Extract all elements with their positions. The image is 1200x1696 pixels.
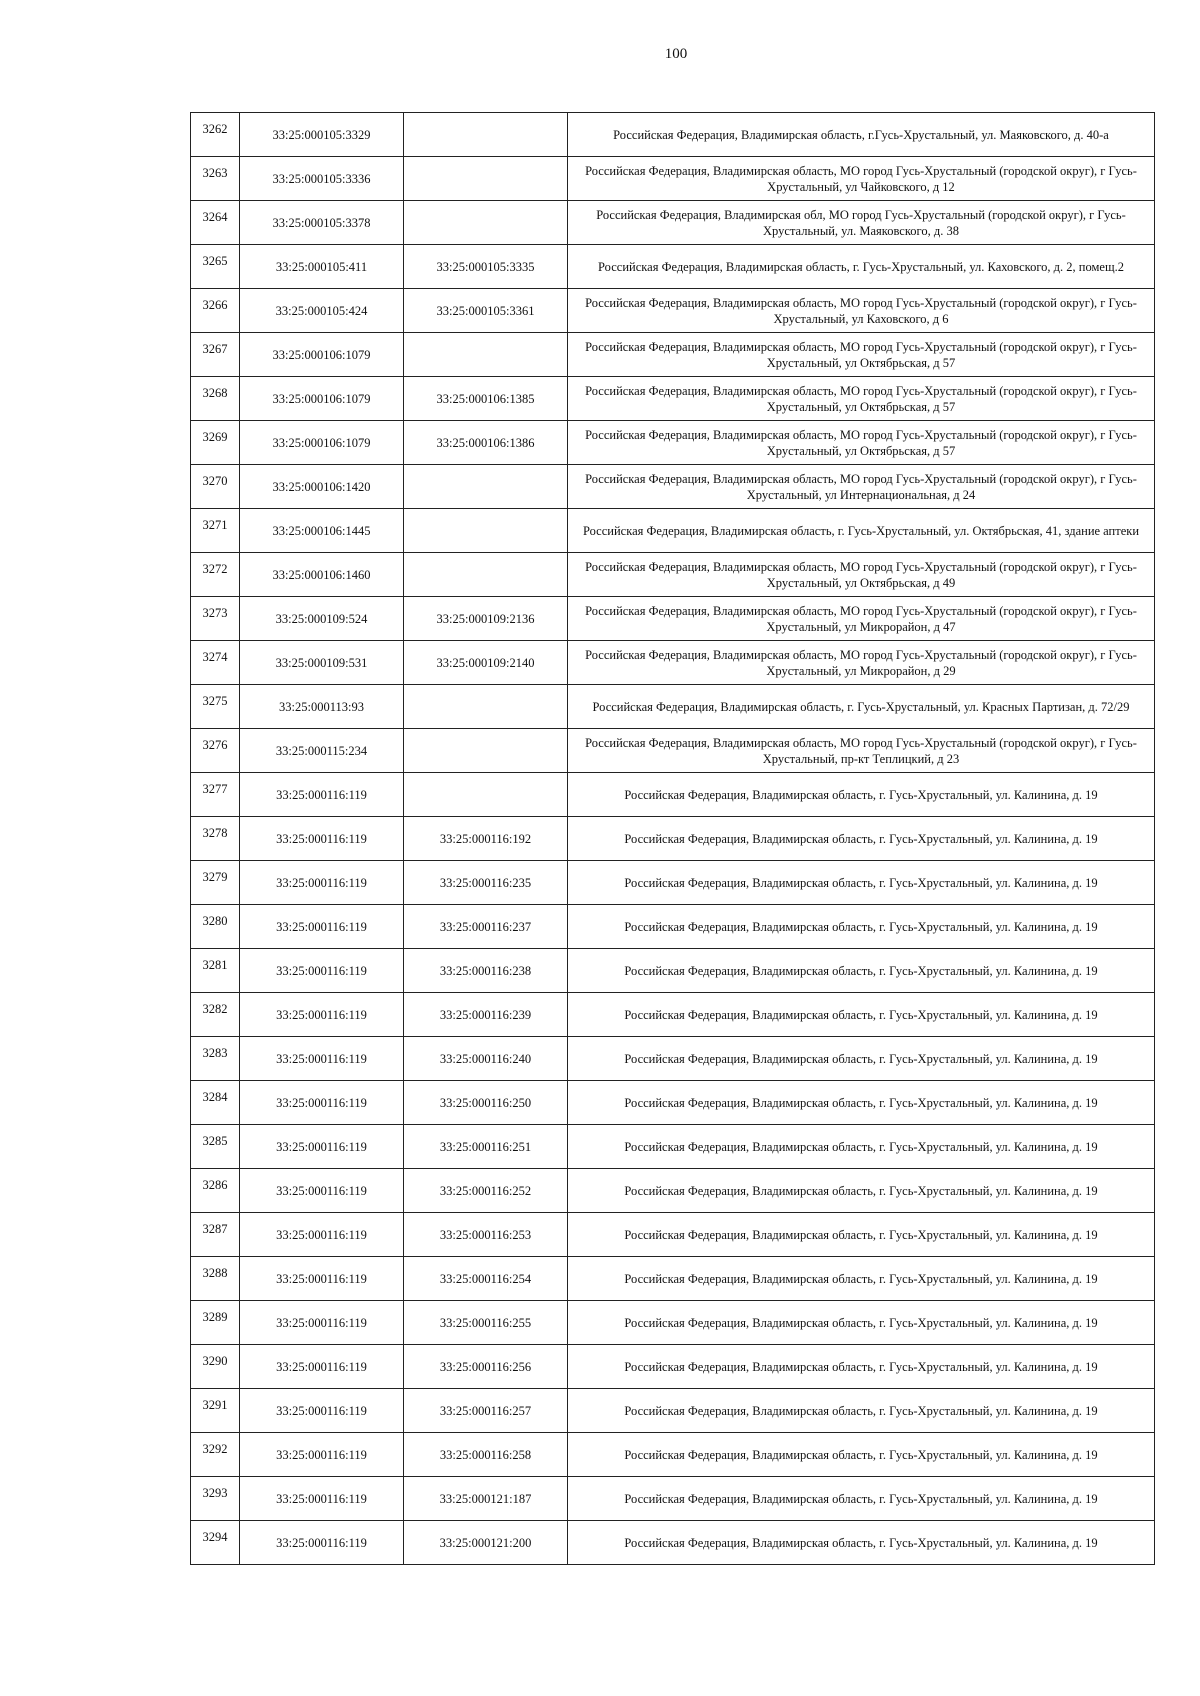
- address: Российская Федерация, Владимирская область, г. Гусь-Хрустальный, ул. Калинина, д. 19: [568, 861, 1155, 905]
- table-row: [191, 1301, 1155, 1345]
- table-row: [191, 421, 1155, 465]
- cadastral-number: 33:25:000113:93: [240, 685, 404, 729]
- cadastral-number: 33:25:000105:424: [240, 289, 404, 333]
- related-cadastral-number: 33:25:000116:251: [404, 1125, 568, 1169]
- cadastral-number: 33:25:000116:119: [240, 817, 404, 861]
- cadastral-number: 33:25:000105:3329: [240, 113, 404, 157]
- cadastral-number: 33:25:000106:1079: [240, 421, 404, 465]
- row-number: 3266: [191, 289, 240, 333]
- table-row: [191, 289, 1155, 333]
- table-row: [191, 465, 1155, 509]
- address: Российская Федерация, Владимирская область, г. Гусь-Хрустальный, ул. Каховского, д. 2, помещ.2: [568, 245, 1155, 289]
- address: Российская Федерация, Владимирская область, МО город Гусь-Хрустальный (городской округ), г Гусь-Хрустальный, ул Октябрьская, д 57: [568, 421, 1155, 465]
- cadastral-number: 33:25:000116:119: [240, 1257, 404, 1301]
- related-cadastral-number: [404, 333, 568, 377]
- table-row: [191, 1213, 1155, 1257]
- table-row: [191, 377, 1155, 421]
- cadastral-number: 33:25:000116:119: [240, 1521, 404, 1565]
- table-row: [191, 245, 1155, 289]
- related-cadastral-number: 33:25:000106:1386: [404, 421, 568, 465]
- table-row: [191, 993, 1155, 1037]
- related-cadastral-number: 33:25:000116:254: [404, 1257, 568, 1301]
- cadastral-number: 33:25:000116:119: [240, 1081, 404, 1125]
- cadastral-number: 33:25:000116:119: [240, 1125, 404, 1169]
- table-row: [191, 157, 1155, 201]
- address: Российская Федерация, Владимирская область, МО город Гусь-Хрустальный (городской округ), г Гусь-Хрустальный, ул Каховского, д 6: [568, 289, 1155, 333]
- cadastral-number: 33:25:000106:1420: [240, 465, 404, 509]
- cadastral-number: 33:25:000116:119: [240, 905, 404, 949]
- table-row: [191, 729, 1155, 773]
- page-number: 100: [664, 46, 688, 62]
- related-cadastral-number: 33:25:000109:2140: [404, 641, 568, 685]
- address: Российская Федерация, Владимирская область, МО город Гусь-Хрустальный (городской округ), г Гусь-Хрустальный, ул Микрорайон, д 29: [568, 641, 1155, 685]
- address: Российская Федерация, Владимирская область, г. Гусь-Хрустальный, ул. Калинина, д. 19: [568, 1345, 1155, 1389]
- table-row: [191, 1125, 1155, 1169]
- row-number: 3280: [191, 905, 240, 949]
- row-number: 3276: [191, 729, 240, 773]
- related-cadastral-number: 33:25:000106:1385: [404, 377, 568, 421]
- cadastral-number: 33:25:000116:119: [240, 1301, 404, 1345]
- table-row: [191, 597, 1155, 641]
- related-cadastral-number: 33:25:000121:187: [404, 1477, 568, 1521]
- related-cadastral-number: [404, 465, 568, 509]
- address: Российская Федерация, Владимирская область, МО город Гусь-Хрустальный (городской округ), г Гусь-Хрустальный, ул Чайковского, д 12: [568, 157, 1155, 201]
- row-number: 3294: [191, 1521, 240, 1565]
- address: Российская Федерация, Владимирская область, г. Гусь-Хрустальный, ул. Калинина, д. 19: [568, 773, 1155, 817]
- row-number: 3289: [191, 1301, 240, 1345]
- cadastral-number: 33:25:000116:119: [240, 1433, 404, 1477]
- row-number: 3268: [191, 377, 240, 421]
- address: Российская Федерация, Владимирская область, г. Гусь-Хрустальный, ул. Калинина, д. 19: [568, 905, 1155, 949]
- related-cadastral-number: 33:25:000105:3335: [404, 245, 568, 289]
- cadastral-number: 33:25:000109:531: [240, 641, 404, 685]
- address: Российская Федерация, Владимирская область, г. Гусь-Хрустальный, ул. Калинина, д. 19: [568, 1169, 1155, 1213]
- cadastral-number: 33:25:000116:119: [240, 1169, 404, 1213]
- row-number: 3264: [191, 201, 240, 245]
- related-cadastral-number: 33:25:000116:192: [404, 817, 568, 861]
- row-number: 3281: [191, 949, 240, 993]
- row-number: 3288: [191, 1257, 240, 1301]
- table-row: [191, 113, 1155, 157]
- address: Российская Федерация, Владимирская область, г. Гусь-Хрустальный, ул. Калинина, д. 19: [568, 1301, 1155, 1345]
- related-cadastral-number: 33:25:000116:258: [404, 1433, 568, 1477]
- cadastral-number: 33:25:000116:119: [240, 1345, 404, 1389]
- property-table: [190, 112, 1155, 1565]
- cadastral-number: 33:25:000116:119: [240, 1213, 404, 1257]
- address: Российская Федерация, Владимирская область, МО город Гусь-Хрустальный (городской округ), г Гусь-Хрустальный, пр-кт Теплицкий, д 23: [568, 729, 1155, 773]
- row-number: 3284: [191, 1081, 240, 1125]
- cadastral-number: 33:25:000106:1079: [240, 333, 404, 377]
- row-number: 3278: [191, 817, 240, 861]
- row-number: 3285: [191, 1125, 240, 1169]
- cadastral-number: 33:25:000105:3336: [240, 157, 404, 201]
- table-row: [191, 333, 1155, 377]
- table-row: [191, 1037, 1155, 1081]
- property-table-body: [191, 113, 1155, 1565]
- row-number: 3275: [191, 685, 240, 729]
- table-row: [191, 641, 1155, 685]
- row-number: 3282: [191, 993, 240, 1037]
- address: Российская Федерация, Владимирская область, г. Гусь-Хрустальный, ул. Красных Партизан, д. 72/29: [568, 685, 1155, 729]
- related-cadastral-number: 33:25:000116:235: [404, 861, 568, 905]
- related-cadastral-number: 33:25:000105:3361: [404, 289, 568, 333]
- table-row: [191, 201, 1155, 245]
- related-cadastral-number: 33:25:000116:250: [404, 1081, 568, 1125]
- related-cadastral-number: 33:25:000116:237: [404, 905, 568, 949]
- row-number: 3292: [191, 1433, 240, 1477]
- address: Российская Федерация, Владимирская область, г. Гусь-Хрустальный, ул. Калинина, д. 19: [568, 949, 1155, 993]
- address: Российская Федерация, Владимирская область, г. Гусь-Хрустальный, ул. Калинина, д. 19: [568, 1125, 1155, 1169]
- address: Российская Федерация, Владимирская область, г. Гусь-Хрустальный, ул. Калинина, д. 19: [568, 817, 1155, 861]
- cadastral-number: 33:25:000105:3378: [240, 201, 404, 245]
- row-number: 3279: [191, 861, 240, 905]
- table-row: [191, 1345, 1155, 1389]
- related-cadastral-number: 33:25:000116:238: [404, 949, 568, 993]
- address: Российская Федерация, Владимирская область, г. Гусь-Хрустальный, ул. Калинина, д. 19: [568, 1257, 1155, 1301]
- related-cadastral-number: 33:25:000116:253: [404, 1213, 568, 1257]
- related-cadastral-number: [404, 157, 568, 201]
- related-cadastral-number: [404, 509, 568, 553]
- cadastral-number: 33:25:000116:119: [240, 1389, 404, 1433]
- row-number: 3262: [191, 113, 240, 157]
- row-number: 3271: [191, 509, 240, 553]
- cadastral-number: 33:25:000106:1079: [240, 377, 404, 421]
- related-cadastral-number: 33:25:000121:200: [404, 1521, 568, 1565]
- table-row: [191, 817, 1155, 861]
- table-row: [191, 773, 1155, 817]
- row-number: 3286: [191, 1169, 240, 1213]
- related-cadastral-number: 33:25:000116:239: [404, 993, 568, 1037]
- table-row: [191, 905, 1155, 949]
- row-number: 3263: [191, 157, 240, 201]
- row-number: 3283: [191, 1037, 240, 1081]
- cadastral-number: 33:25:000116:119: [240, 993, 404, 1037]
- row-number: 3277: [191, 773, 240, 817]
- row-number: 3293: [191, 1477, 240, 1521]
- cadastral-number: 33:25:000115:234: [240, 729, 404, 773]
- cadastral-number: 33:25:000116:119: [240, 861, 404, 905]
- address: Российская Федерация, Владимирская область, МО город Гусь-Хрустальный (городской округ), г Гусь-Хрустальный, ул Интернациональная, д 24: [568, 465, 1155, 509]
- related-cadastral-number: [404, 113, 568, 157]
- cadastral-number: 33:25:000105:411: [240, 245, 404, 289]
- address: Российская Федерация, Владимирская область, МО город Гусь-Хрустальный (городской округ), г Гусь-Хрустальный, ул Октябрьская, д 49: [568, 553, 1155, 597]
- related-cadastral-number: [404, 685, 568, 729]
- row-number: 3265: [191, 245, 240, 289]
- address: Российская Федерация, Владимирская область, г. Гусь-Хрустальный, ул. Калинина, д. 19: [568, 1081, 1155, 1125]
- related-cadastral-number: [404, 553, 568, 597]
- address: Российская Федерация, Владимирская область, г. Гусь-Хрустальный, ул. Калинина, д. 19: [568, 1389, 1155, 1433]
- table-row: [191, 1433, 1155, 1477]
- table-row: [191, 1257, 1155, 1301]
- related-cadastral-number: [404, 201, 568, 245]
- address: Российская Федерация, Владимирская обл, МО город Гусь-Хрустальный (городской округ), г Гусь-Хрустальный, ул. Маяковского, д. 38: [568, 201, 1155, 245]
- cadastral-number: 33:25:000106:1460: [240, 553, 404, 597]
- row-number: 3291: [191, 1389, 240, 1433]
- related-cadastral-number: [404, 773, 568, 817]
- address: Российская Федерация, Владимирская область, г. Гусь-Хрустальный, ул. Октябрьская, 41, здание аптеки: [568, 509, 1155, 553]
- address: Российская Федерация, Владимирская область, г. Гусь-Хрустальный, ул. Калинина, д. 19: [568, 1477, 1155, 1521]
- row-number: 3272: [191, 553, 240, 597]
- related-cadastral-number: 33:25:000116:255: [404, 1301, 568, 1345]
- table-row: [191, 1169, 1155, 1213]
- address: Российская Федерация, Владимирская область, г. Гусь-Хрустальный, ул. Калинина, д. 19: [568, 1037, 1155, 1081]
- table-row: [191, 553, 1155, 597]
- address: Российская Федерация, Владимирская область, г. Гусь-Хрустальный, ул. Калинина, д. 19: [568, 993, 1155, 1037]
- row-number: 3273: [191, 597, 240, 641]
- related-cadastral-number: 33:25:000116:256: [404, 1345, 568, 1389]
- address: Российская Федерация, Владимирская область, МО город Гусь-Хрустальный (городской округ), г Гусь-Хрустальный, ул Октябрьская, д 57: [568, 333, 1155, 377]
- row-number: 3269: [191, 421, 240, 465]
- related-cadastral-number: 33:25:000116:252: [404, 1169, 568, 1213]
- row-number: 3270: [191, 465, 240, 509]
- table-row: [191, 509, 1155, 553]
- table-row: [191, 685, 1155, 729]
- cadastral-number: 33:25:000106:1445: [240, 509, 404, 553]
- address: Российская Федерация, Владимирская область, МО город Гусь-Хрустальный (городской округ), г Гусь-Хрустальный, ул Микрорайон, д 47: [568, 597, 1155, 641]
- row-number: 3287: [191, 1213, 240, 1257]
- cadastral-number: 33:25:000116:119: [240, 1037, 404, 1081]
- table-row: [191, 949, 1155, 993]
- related-cadastral-number: 33:25:000109:2136: [404, 597, 568, 641]
- table-row: [191, 861, 1155, 905]
- address: Российская Федерация, Владимирская область, г. Гусь-Хрустальный, ул. Калинина, д. 19: [568, 1213, 1155, 1257]
- table-row: [191, 1389, 1155, 1433]
- cadastral-number: 33:25:000116:119: [240, 949, 404, 993]
- address: Российская Федерация, Владимирская область, МО город Гусь-Хрустальный (городской округ), г Гусь-Хрустальный, ул Октябрьская, д 57: [568, 377, 1155, 421]
- row-number: 3267: [191, 333, 240, 377]
- related-cadastral-number: 33:25:000116:240: [404, 1037, 568, 1081]
- address: Российская Федерация, Владимирская область, г. Гусь-Хрустальный, ул. Калинина, д. 19: [568, 1433, 1155, 1477]
- table-row: [191, 1081, 1155, 1125]
- related-cadastral-number: 33:25:000116:257: [404, 1389, 568, 1433]
- cadastral-number: 33:25:000116:119: [240, 773, 404, 817]
- row-number: 3290: [191, 1345, 240, 1389]
- address: Российская Федерация, Владимирская область, г. Гусь-Хрустальный, ул. Калинина, д. 19: [568, 1521, 1155, 1565]
- address: Российская Федерация, Владимирская область, г.Гусь-Хрустальный, ул. Маяковского, д. 40-а: [568, 113, 1155, 157]
- table-row: [191, 1477, 1155, 1521]
- table-row: [191, 1521, 1155, 1565]
- related-cadastral-number: [404, 729, 568, 773]
- row-number: 3274: [191, 641, 240, 685]
- cadastral-number: 33:25:000116:119: [240, 1477, 404, 1521]
- cadastral-number: 33:25:000109:524: [240, 597, 404, 641]
